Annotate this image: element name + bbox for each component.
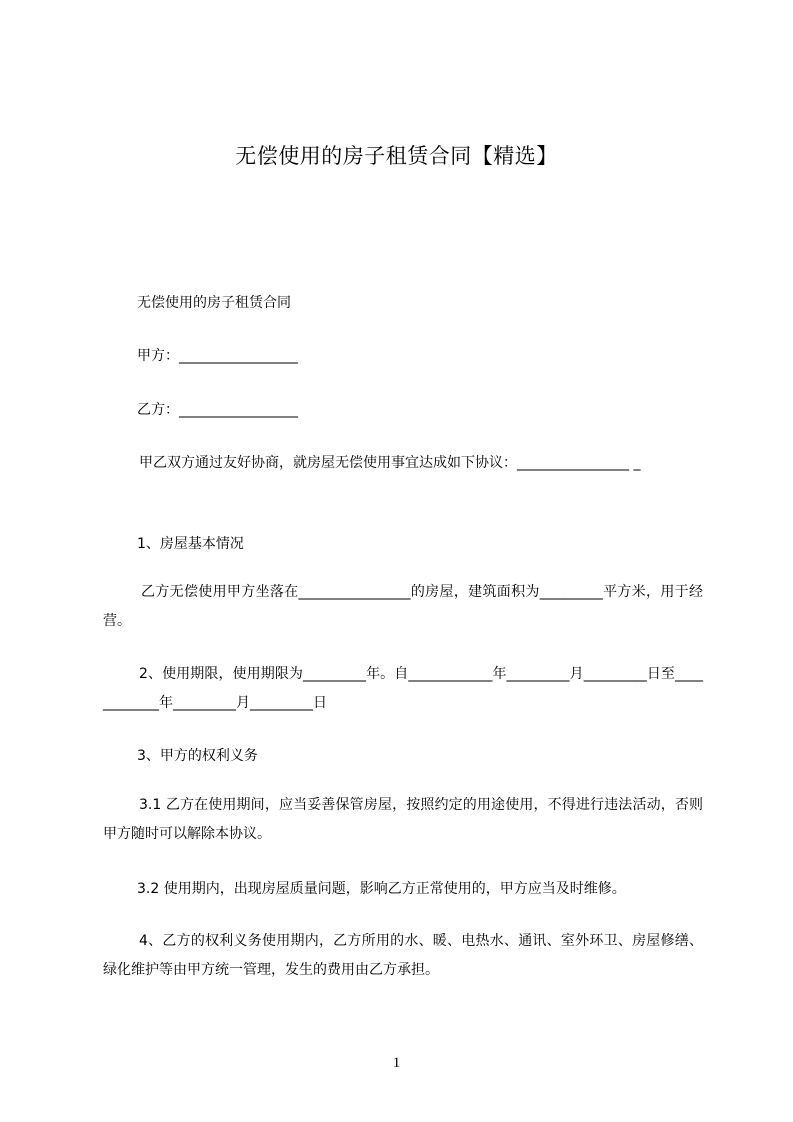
section-2-paragraph: 2、使用期限，使用期限为_________年。自____________年_________月_________日至____________年_________月_________日: [103, 666, 703, 711]
section-3-1-paragraph: 3.1 乙方在使用期间，应当妥善保管房屋，按照约定的用途使用，不得进行违法活动，否则甲方随时可以解除本协议。: [103, 797, 703, 842]
section-1-paragraph: 乙方无偿使用甲方坐落在________________的房屋，建筑面积为_________平方米，用于经营。: [103, 584, 703, 629]
section-3-heading: 3、甲方的权利义务: [137, 748, 258, 764]
party-a-line: 甲方：_________________: [137, 348, 298, 364]
party-b-line: 乙方：_________________: [137, 402, 298, 418]
section-4-paragraph: 4、乙方的权利义务使用期内，乙方所用的水、暖、电热水、通讯、室外环卫、房屋修缮、绿化维护等由甲方统一管理，发生的费用由乙方承担。: [103, 933, 703, 978]
section-3-2-paragraph: 3.2 使用期内，出现房屋质量问题，影响乙方正常使用的，甲方应当及时维修。: [137, 881, 626, 897]
contract-heading: 无偿使用的房子租赁合同: [137, 295, 291, 311]
section-1-heading: 1、房屋基本情况: [137, 536, 244, 552]
page-title: 无偿使用的房子租赁合同【精选】: [235, 144, 558, 168]
intro-paragraph: 甲乙双方通过友好协商，就房屋无偿使用事宜达成如下协议：________________ _: [139, 455, 641, 471]
page-number: 1: [392, 1055, 401, 1071]
